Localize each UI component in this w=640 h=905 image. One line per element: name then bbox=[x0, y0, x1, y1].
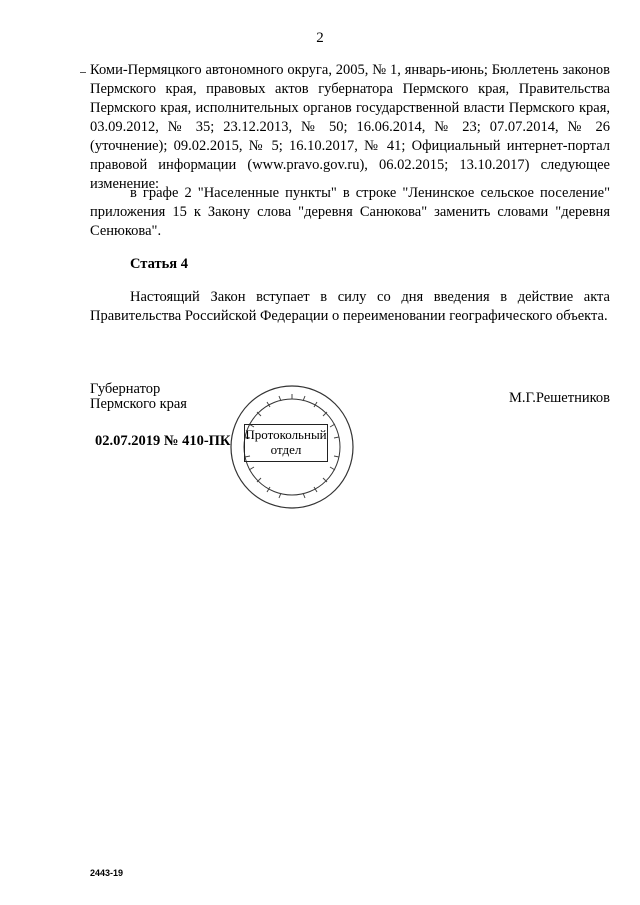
page-number: 2 bbox=[316, 30, 324, 46]
margin-mark bbox=[80, 72, 86, 73]
paragraph-effective: Настоящий Закон вступает в силу со дня введения в действие акта Правительства Российской Федерации о переименовании географического объекта. bbox=[90, 289, 610, 324]
signatory-title-line2: Пермского края bbox=[90, 396, 187, 412]
signatory-name: М.Г.Решетников bbox=[508, 390, 610, 406]
paragraph-sources: Коми-Пермяцкого автономного округа, 2005, № 1, январь-июнь; Бюллетень законов Пермского края, правовых актов губернатора Пермского края, Правительства Пермского края, исполнительных органов государственной власти Пермского края, 03.09.2012, № 35; 23.12.2013, № 50; 16.06.2014, № 23; 07.07.2014, № 26 (уточнение); 09.02.2015, № 5; 16.10.2017, № 41; Официальный интернет-портал правовой информации (www.pravo.gov.ru), 06.02.2015; 13.10.2017) следующее изменение: bbox=[90, 62, 610, 192]
stamp-department-box bbox=[244, 424, 328, 462]
law-number: 02.07.2019 № 410-ПК bbox=[95, 433, 231, 449]
stamp-box-line1: Протокольный bbox=[245, 427, 327, 442]
article-heading: Статья 4 bbox=[130, 256, 188, 272]
paragraph-amendment: в графе 2 "Населенные пункты" в строке "Ленинское сельское поселение" приложения 15 к Закону слова "деревня Санюкова" заменить словами "деревня Сенюкова". bbox=[90, 185, 610, 239]
signatory-title-line1: Губернатор bbox=[90, 381, 161, 397]
signatory-title bbox=[90, 382, 187, 412]
stamp-box-line2: отдел bbox=[270, 442, 302, 457]
document-code: 2443-19 bbox=[90, 868, 124, 878]
